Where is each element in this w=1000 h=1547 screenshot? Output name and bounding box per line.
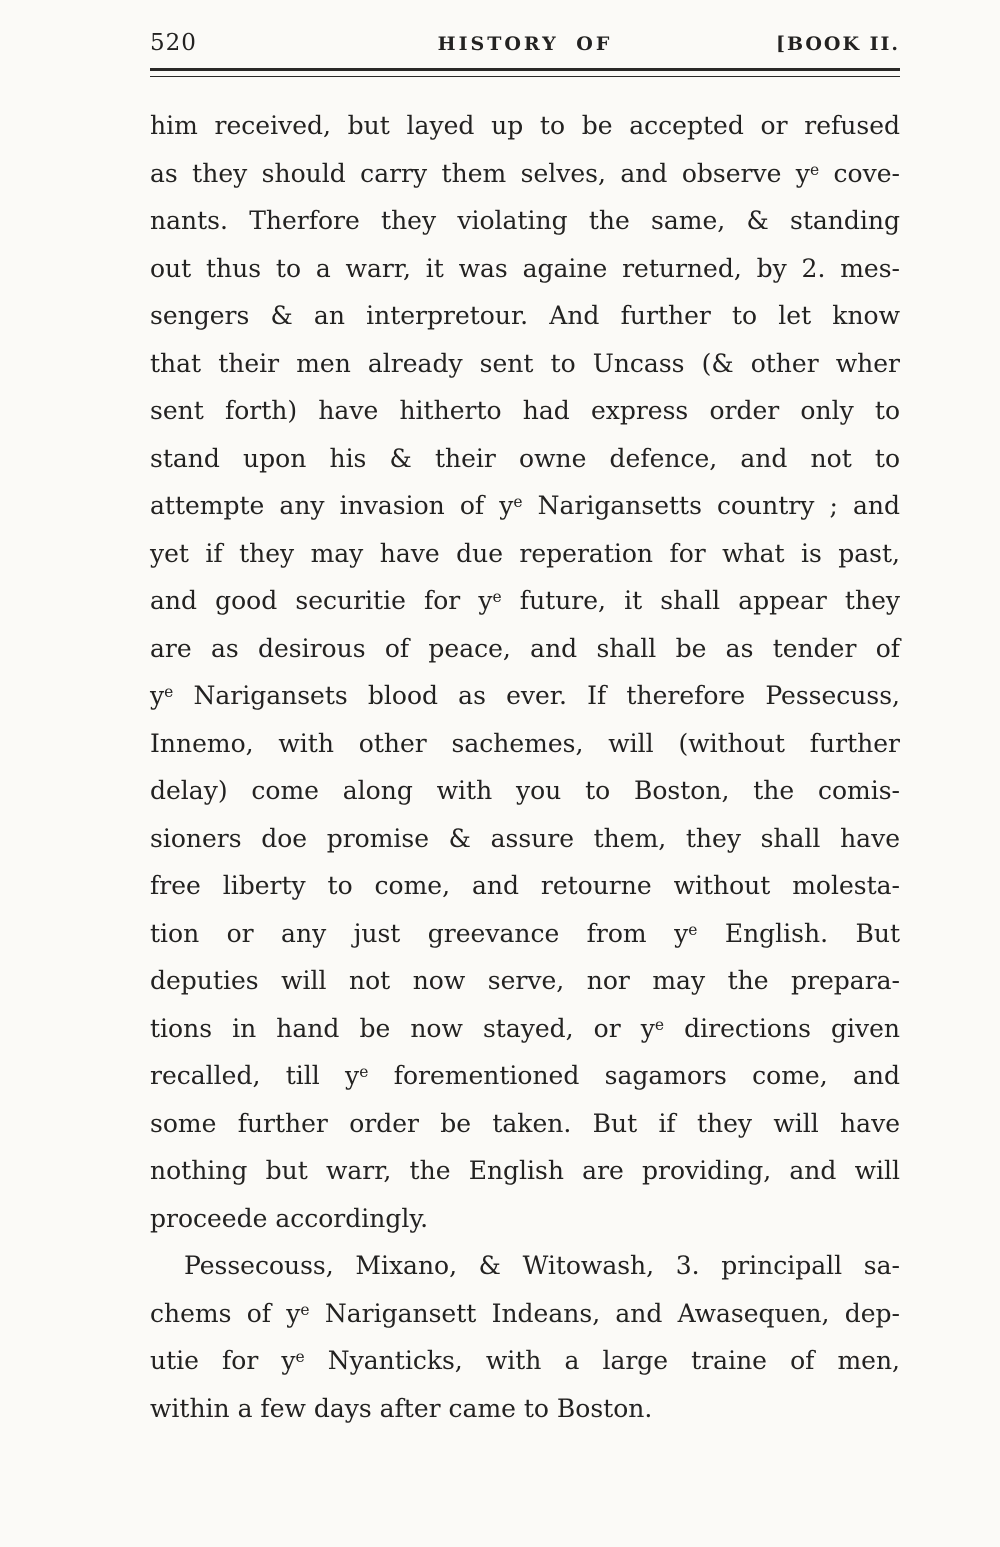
text-line: attempte any invasion of $y^e$ Narigansetts country ; and — [150, 491, 900, 520]
text-line: yet if they may have due reperation for what is past, — [150, 538, 900, 568]
header-rule-thick — [150, 68, 900, 71]
text-line: free liberty to come, and retourne without molesta- — [150, 871, 900, 900]
page-number: 520 — [150, 30, 197, 56]
text-line: sioners doe promise & assure them, they shall have — [150, 823, 900, 853]
page-body — [150, 102, 900, 1432]
text-line: sengers & an interpretour. And further to let know — [150, 301, 900, 330]
page-header — [150, 30, 900, 56]
text-line: chems of $y^e$ Narigansett Indeans, and Awasequen, dep- — [150, 1298, 900, 1328]
text-line: as they should carry them selves, and observe $y^e$ cove- — [150, 158, 900, 188]
text-line: $y^e$ Narigansets blood as ever. If therefore Pessecuss, — [150, 681, 900, 710]
superscript-e: e — [654, 1015, 665, 1034]
text-line: tion or any just greevance from $y^e$ English. But — [150, 918, 900, 948]
text-line: Pessecouss, Mixano, & Witowash, 3. principall sa- — [184, 1251, 900, 1280]
text-line: that their men already sent to Uncass (& other wher — [150, 348, 900, 378]
book-label: [BOOK II. — [775, 33, 900, 55]
header-rule-thin — [150, 76, 900, 77]
superscript-e: e — [359, 1063, 369, 1082]
text-line: tions in hand be now stayed, or $y^e$ directions given — [150, 1013, 900, 1043]
superscript-e: e — [513, 493, 523, 512]
text-line: recalled, till $y^e$ forementioned sagamors come, and — [150, 1061, 900, 1090]
superscript-e: e — [164, 683, 174, 702]
superscript-e: e — [295, 1348, 305, 1367]
text-line: sent forth) have hitherto had express order only to — [150, 396, 900, 425]
text-line: nothing but warr, the English are providing, and will — [150, 1156, 900, 1185]
text-line: and good securitie for $y^e$ future, it shall appear they — [150, 586, 900, 615]
text-line: deputies will not now serve, nor may the prepara- — [150, 966, 900, 995]
text-line: him received, but layed up to be accepted or refused — [150, 111, 900, 140]
text-line: some further order be taken. But if they will have — [150, 1108, 900, 1138]
superscript-e: e — [688, 920, 698, 939]
text-line: out thus to a warr, it was againe returned, by 2. mes- — [150, 253, 900, 283]
text-line: stand upon his & their owne defence, and not to — [150, 443, 900, 473]
text-line: delay) come along with you to Boston, the comis- — [150, 776, 900, 805]
text-line: Innemo, with other sachemes, will (without further — [150, 728, 900, 758]
text-line: nants. Therfore they violating the same, & standing — [150, 206, 900, 235]
text-line: proceede accordingly. — [150, 1203, 429, 1233]
running-title: HISTORY OF — [437, 33, 613, 55]
superscript-e: e — [809, 160, 820, 179]
header-rule — [150, 68, 900, 77]
text-line: within a few days after came to Boston. — [150, 1393, 653, 1423]
text-line: utie for $y^e$ Nyanticks, with a large traine of men, — [150, 1346, 901, 1375]
superscript-e: e — [300, 1300, 310, 1319]
superscript-e: e — [492, 588, 502, 607]
text-line: are as desirous of peace, and shall be as tender of — [150, 633, 900, 663]
